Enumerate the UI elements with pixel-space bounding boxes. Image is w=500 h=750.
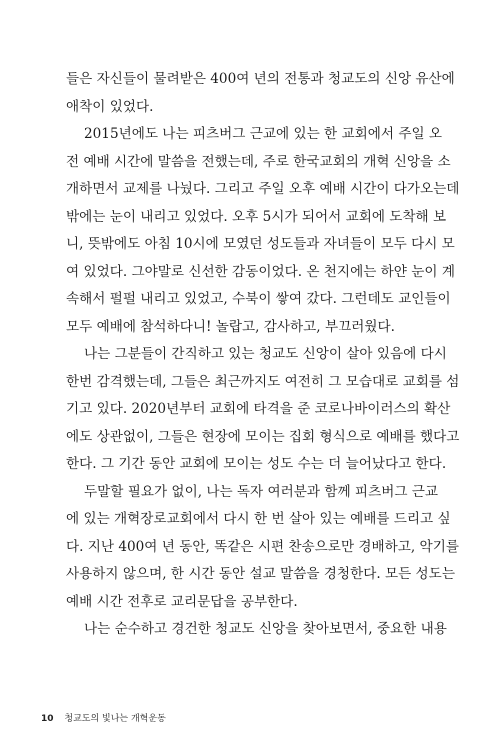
running-title: 청교도의 빛나는 개혁운동 [64,714,166,724]
page-footer [41,711,166,724]
text-line: 밖에는 눈이 내리고 있었다. 오후 5시가 되어서 교회에 도착해 보 [66,208,447,225]
text-line: 사용하지 않으며, 한 시간 동안 설교 말씀을 경청한다. 모든 성도는 [66,566,455,582]
paragraph [66,121,460,341]
text-line: 예배 시간 전후로 교리문답을 공부한다. [66,593,298,610]
text-line: 2015년에도 나는 피츠버그 근교에 있는 한 교회에서 주일 오 [84,126,443,142]
text-line: 한번 감격했는데, 그들은 최근까지도 여전히 그 모습대로 교회를 섬 [66,373,460,390]
page-number: 10 [41,714,54,724]
body-text [66,66,460,644]
text-line: 속해서 펄펄 내리고 있었고, 수북이 쌓여 갔다. 그런데도 교인들이 [66,291,451,307]
text-line: 전 예배 시간에 말씀을 전했는데, 주로 한국교회의 개혁 신앙을 소 [66,153,451,170]
text-line: 여 있었다. 그야말로 신선한 감동이었다. 온 천지에는 하얀 눈이 계 [66,263,455,280]
text-line: 애착이 있었다. [66,98,154,115]
paragraph [66,341,460,479]
paragraph [66,66,455,121]
text-line: 다. 지난 400여 년 동안, 똑같은 시편 찬송으로만 경배하고, 악기를 [66,538,459,555]
text-line: 개하면서 교제를 나눴다. 그리고 주일 오후 예배 시간이 다가오는데 [66,181,460,197]
text-line: 모두 예배에 참석하다니! 놀랍고, 감사하고, 부끄러웠다. [66,318,395,335]
text-line: 에 있는 개혁장로교회에서 다시 한 번 살아 있는 예배를 드리고 싶 [66,511,451,527]
text-line: 들은 자신들이 물려받은 400여 년의 전통과 청교도의 신앙 유산에 [66,71,455,87]
text-line: 나는 순수하고 경건한 청교도 신앙을 찾아보면서, 중요한 내용 [84,621,447,637]
text-line: 나는 그분들이 간직하고 있는 청교도 신앙이 살아 있음에 다시 [84,346,447,362]
text-line: 니, 뜻밖에도 아침 10시에 모였던 성도들과 자녀들이 모두 다시 모 [66,236,455,252]
text-line: 한다. 그 기간 동안 교회에 모이는 성도 수는 더 늘어났다고 한다. [66,456,447,472]
text-line: 에도 상관없이, 그들은 현장에 모이는 집회 형식으로 예배를 했다고 [66,428,460,445]
text-line: 기고 있다. 2020년부터 교회에 타격을 준 코로나바이러스의 확산 [66,401,451,417]
paragraph [66,479,459,617]
text-line: 두말할 필요가 없이, 나는 독자 여러분과 함께 피츠버그 근교 [84,483,439,500]
paragraph [66,616,447,644]
